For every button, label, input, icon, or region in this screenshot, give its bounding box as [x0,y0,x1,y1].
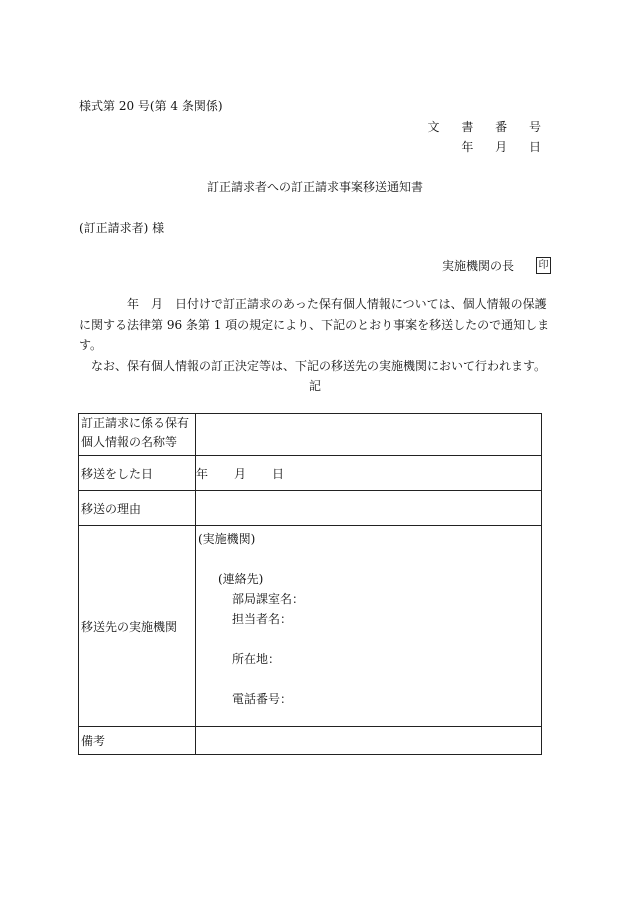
sender-label: 実施機関の長 [441,259,514,273]
label-line: 訂正請求に係る保有 [81,416,190,430]
department-label: 部局課室名： [232,592,305,606]
table-label [79,414,196,456]
form-number: 様式第 20 号(第 4 条関係) [79,99,223,113]
date-line: 年 月 日 [461,140,550,154]
destination-details [196,526,542,727]
date-year: 年 [196,466,209,481]
contact-label: (連絡先) [218,572,264,586]
body-paragraph: 年 月 日付けで訂正請求のあった保有個人情報については、個人情報の保護に関する法律第 96 条第 1 項の規定により、下記のとおり事案を移送したので通知します。 [79,297,550,352]
sender [442,257,551,274]
agency-label: (実施機関) [198,532,256,546]
table-row [79,456,542,491]
detail-table [78,413,542,755]
address-label: 所在地： [232,652,281,666]
table-row [79,526,542,727]
table-label: 備考 [79,727,196,755]
document-number-label: 文 書 番 号 [427,120,550,134]
body-paragraph: なお、保有個人情報の訂正決定等は、下記の移送先の実施機関において行われます。 [79,358,547,373]
table-value [196,414,542,456]
date-month: 月 [234,466,247,481]
date-day: 日 [272,466,285,481]
document-title: 訂正請求者への訂正請求事案移送通知書 [206,180,423,194]
table-row [79,491,542,526]
table-row [79,727,542,755]
transfer-date-value [196,456,542,491]
body-text [79,294,553,376]
table-label: 移送の理由 [79,491,196,526]
label-line: 個人情報の名称等 [81,435,178,449]
person-label: 担当者名： [232,612,293,626]
phone-label: 電話番号： [232,692,293,706]
table-label: 移送をした日 [79,456,196,491]
table-row [79,414,542,456]
table-value [196,727,542,755]
seal-mark: 印 [536,257,551,274]
ki-heading: 記 [308,379,321,393]
recipient: (訂正請求者) 様 [79,221,165,235]
table-value [196,491,542,526]
table-label: 移送先の実施機関 [79,526,196,727]
